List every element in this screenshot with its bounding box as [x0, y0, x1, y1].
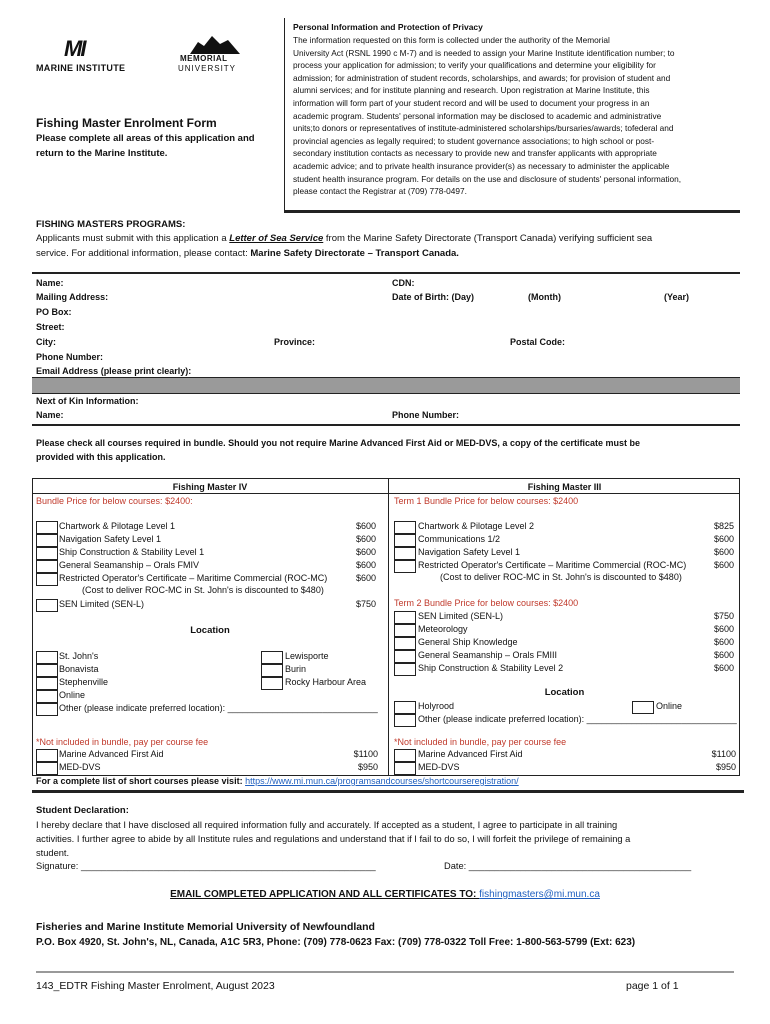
mi-name: MARINE INSTITUTE [36, 63, 126, 73]
privacy-line: student health insurance program. For details on the use and disclosure of students' personal information, [293, 173, 682, 184]
location-checkbox[interactable] [36, 703, 58, 716]
privacy-line: please contact the Registrar at (709) 778-0497. [293, 186, 467, 197]
fm4-extra-checkbox[interactable] [36, 762, 58, 775]
kin-name-label[interactable]: Name: [36, 410, 64, 420]
holyrood-label: Holyrood [418, 701, 455, 711]
fm4-sen-checkbox[interactable] [36, 599, 58, 612]
kin-heading: Next of Kin Information: [36, 396, 139, 406]
email-label[interactable]: Email Address (please print clearly): [36, 366, 192, 376]
fm4-course-checkbox[interactable] [36, 560, 58, 573]
fm4-extra-checkbox[interactable] [36, 749, 58, 762]
fm3-course-checkbox[interactable] [394, 534, 416, 547]
page-number: page 1 of 1 [626, 980, 679, 992]
mun-bottom: UNIVERSITY [178, 64, 237, 73]
fm4-extra-price: $1100 [353, 749, 378, 759]
pobox-label[interactable]: PO Box: [36, 307, 72, 317]
province-label[interactable]: Province: [274, 337, 316, 347]
declaration-line-3: student. [36, 848, 70, 858]
fm3-course-name: General Seamanship – Orals FMIII [418, 650, 558, 660]
programs-line1-b: from the Marine Safety Directorate (Transport Canada) verifying sufficient sea [323, 233, 653, 244]
privacy-text [293, 34, 738, 198]
fishingmasters-email-link[interactable]: fishingmasters@mi.mun.ca [479, 889, 600, 900]
fm3-course-price: $600 [713, 650, 734, 660]
programs-line1-a: Applicants must submit with this application a [36, 233, 230, 244]
marine-institute-logo [36, 36, 136, 76]
divider [32, 377, 740, 378]
short-courses-line [36, 776, 519, 786]
location-label: Lewisporte [285, 651, 329, 661]
email-instruction-label: EMAIL COMPLETED APPLICATION AND ALL CERTIFICATES TO: [170, 889, 480, 900]
location-label: St. John's [59, 651, 99, 661]
programs-line-2 [36, 248, 459, 259]
phone-label[interactable]: Phone Number: [36, 352, 104, 362]
programs-line-1 [36, 233, 652, 244]
fm3-course-checkbox[interactable] [394, 663, 416, 676]
fm3-other-checkbox[interactable] [394, 714, 416, 727]
memorial-crest-icon [190, 34, 240, 54]
fm3-course-price: $600 [713, 560, 734, 570]
fm3-course-name: Meteorology [418, 624, 468, 634]
fm3-roc-note: (Cost to deliver ROC-MC in St. John's is discounted to $480) [440, 572, 682, 582]
form-subtitle-2: return to the Marine Institute. [36, 148, 168, 159]
fm4-course-checkbox[interactable] [36, 534, 58, 547]
fm3-course-price: $600 [713, 534, 734, 544]
privacy-box [284, 18, 740, 213]
privacy-line: process your application for admission; to verify your qualifications and determine your eligibility for [293, 60, 656, 71]
fm3-course-checkbox[interactable] [394, 547, 416, 560]
fm4-location-title: Location [190, 625, 230, 636]
privacy-line: alumni services; and for institute planning and research. Upon registration at Marine Institute, this [293, 85, 650, 96]
postal-label[interactable]: Postal Code: [510, 337, 566, 347]
fm3-extra-name: Marine Advanced First Aid [418, 749, 523, 759]
fm3-extra-checkbox[interactable] [394, 749, 416, 762]
fm4-roc-note: (Cost to deliver ROC-MC in St. John's is discounted to $480) [82, 585, 324, 595]
programs-heading: FISHING MASTERS PROGRAMS: [36, 219, 186, 230]
location-checkbox[interactable] [36, 651, 58, 664]
programs-line2-b: Marine Safety Directorate – Transport Canada. [250, 248, 459, 259]
fm3-course-checkbox[interactable] [394, 521, 416, 534]
cdn-label[interactable]: CDN: [392, 278, 415, 288]
center-divider [388, 479, 389, 775]
mun-top: MEMORIAL [180, 54, 228, 63]
dob-year-label[interactable]: (Year) [664, 292, 690, 302]
fm4-course-price: $600 [355, 534, 376, 544]
fm3-course-name: Communications 1/2 [418, 534, 501, 544]
fm3-bundle-1: Term 1 Bundle Price for below courses: $2400 [394, 496, 579, 506]
fm3-course-price: $600 [713, 663, 734, 673]
fm4-sen-price: $750 [355, 599, 376, 609]
mailing-label[interactable]: Mailing Address: [36, 292, 109, 302]
name-label[interactable]: Name: [36, 278, 64, 288]
right-border [739, 479, 740, 775]
fm3-extra-name: MED-DVS [418, 762, 460, 772]
privacy-line: provincial agencies as legally required; to student governance associations; to high school or post- [293, 135, 655, 146]
declaration-line-2: activities. I further agree to abide by all Institute rules and regulations and understand that if I fail to do so, I will forfeit the privilege of remaining a [36, 834, 631, 844]
footer-divider [36, 971, 734, 973]
fm4-title: Fishing Master IV [172, 482, 248, 492]
fm4-course-name: Ship Construction & Stability Level 1 [59, 547, 205, 557]
fm3-extra-price: $1100 [711, 749, 736, 759]
email-instruction [0, 889, 770, 900]
location-checkbox[interactable] [36, 677, 58, 690]
fm3-extra-price: $950 [715, 762, 736, 772]
programs-line2-a: service. For additional information, please contact: [36, 248, 251, 259]
street-label[interactable]: Street: [36, 322, 65, 332]
footer-address: P.O. Box 4920, St. John's, NL, Canada, A1C 5R3, Phone: (709) 778-0623 Fax: (709) 778-0322 Toll Free: 1-800-563-5799 (Ext: 623) [36, 937, 636, 948]
privacy-line: units;to donors or representatives of institute-administered scholarships/bursaries/awards; tofederal and [293, 123, 674, 134]
fm3-course-name: Navigation Safety Level 1 [418, 547, 521, 557]
fm3-course-name: Chartwork & Pilotage Level 2 [418, 521, 535, 531]
fm4-extra-price: $950 [357, 762, 378, 772]
doc-id: 143_EDTR Fishing Master Enrolment, August 2023 [36, 980, 275, 992]
fm3-course-name: SEN Limited (SEN-L) [418, 611, 504, 621]
fm4-course-checkbox[interactable] [36, 547, 58, 560]
fm4-course-price: $600 [355, 521, 376, 531]
fm3-course-checkbox[interactable] [394, 650, 416, 663]
footer-org: Fisheries and Marine Institute Memorial University of Newfoundland [36, 921, 375, 933]
fm4-sen-name: SEN Limited (SEN-L) [59, 599, 145, 609]
privacy-line: information will form part of your student record and will be used to document your progress in an [293, 97, 650, 108]
gray-bar [32, 378, 740, 393]
online-checkbox[interactable] [632, 701, 654, 714]
fm4-extra-name: MED-DVS [59, 762, 101, 772]
date-field[interactable]: Date: ___________________________________________ [444, 861, 692, 871]
fm3-bundle-2: Term 2 Bundle Price for below courses: $2400 [394, 598, 579, 608]
form-subtitle-1: Please complete all areas of this application and [36, 133, 255, 144]
fm4-other-location: Other (please indicate preferred location): ______________________________ [59, 703, 378, 713]
divider [32, 393, 740, 394]
fm4-course-price: $600 [355, 573, 376, 583]
fm3-course-checkbox[interactable] [394, 560, 416, 573]
section-divider [32, 790, 744, 793]
fm3-course-price: $600 [713, 547, 734, 557]
kin-phone-label[interactable]: Phone Number: [392, 410, 460, 420]
city-label[interactable]: City: [36, 337, 56, 347]
signature-field[interactable]: Signature: _________________________________________________________ [36, 861, 376, 871]
letter-of-sea-service-link[interactable]: Letter of Sea Service [229, 233, 324, 244]
fm3-course-name: General Ship Knowledge [418, 637, 518, 647]
dob-day-label[interactable]: Date of Birth: (Day) [392, 292, 475, 302]
fm3-course-price: $750 [713, 611, 734, 621]
instructions-line-2: provided with this application. [36, 452, 166, 462]
fm4-course-price: $600 [355, 547, 376, 557]
fm3-course-name: Restricted Operator's Certificate – Maritime Commercial (ROC-MC) [418, 560, 687, 570]
privacy-heading: Personal Information and Protection of Privacy [293, 22, 483, 32]
holyrood-checkbox[interactable] [394, 701, 416, 714]
short-courses-link[interactable]: https://www.mi.mun.ca/programsandcourses/shortcourseregistration/ [245, 776, 519, 786]
fm3-location-title: Location [544, 687, 585, 698]
location-checkbox[interactable] [36, 664, 58, 677]
memorial-university-logo [176, 34, 240, 76]
dob-month-label[interactable]: (Month) [528, 292, 561, 302]
fm4-course-name: General Seamanship – Orals FMIV [59, 560, 200, 570]
fm4-extra-name: Marine Advanced First Aid [59, 749, 164, 759]
location-checkbox[interactable] [36, 690, 58, 703]
fm4-course-name: Navigation Safety Level 1 [59, 534, 162, 544]
declaration-line-1: I hereby declare that I have disclosed all required information fully and accurately. If accepted as a student, I agree to participate in all training [36, 820, 618, 830]
privacy-line: academic program. Students' personal information may be disclosed to academic and administrative [293, 110, 662, 121]
location-checkbox[interactable] [261, 651, 283, 664]
fm3-course-price: $600 [713, 637, 734, 647]
location-label: Bonavista [59, 664, 99, 674]
fm4-bundle: Bundle Price for below courses: $2400: [36, 496, 193, 506]
location-checkbox[interactable] [261, 664, 283, 677]
fm3-not-included: *Not included in bundle, pay per course fee [394, 737, 567, 747]
location-checkbox[interactable] [261, 677, 283, 690]
privacy-line: secondary institution contacts as necessary to provide new and transfer applicants with appropriate [293, 148, 657, 159]
short-courses-label: For a complete list of short courses please visit: [36, 776, 246, 786]
privacy-line: admission; for administration of student records, scholarships, and awards; for provision of student and [293, 72, 671, 83]
instructions-line-1: Please check all courses required in bundle. Should you not require Marine Advanced First Aid or MED-DVS, a copy of the certificate must be [36, 438, 640, 448]
fm4-course-name: Chartwork & Pilotage Level 1 [59, 521, 176, 531]
header-divider [32, 493, 740, 494]
fm3-course-checkbox[interactable] [394, 637, 416, 650]
location-label: Burin [285, 664, 307, 674]
fm4-course-checkbox[interactable] [36, 521, 58, 534]
fm3-course-price: $600 [713, 624, 734, 634]
fm3-extra-checkbox[interactable] [394, 762, 416, 775]
personal-info-table [32, 272, 740, 426]
mi-mark: MI [64, 36, 85, 61]
fm3-other-location: Other (please indicate preferred location): ______________________________ [418, 714, 737, 724]
fm3-course-price: $825 [713, 521, 734, 531]
location-label: Rocky Harbour Area [285, 677, 367, 687]
fm3-course-checkbox[interactable] [394, 611, 416, 624]
privacy-line: University Act (RSNL 1990 c M-7) and is needed to assign your Marine Institute identification number; to [293, 47, 675, 58]
location-label: Stephenville [59, 677, 109, 687]
fm4-course-checkbox[interactable] [36, 573, 58, 586]
fm4-course-price: $600 [355, 560, 376, 570]
fm3-course-checkbox[interactable] [394, 624, 416, 637]
fm3-course-name: Ship Construction & Stability Level 2 [418, 663, 564, 673]
course-table [32, 478, 740, 776]
declaration-heading: Student Declaration: [36, 805, 129, 816]
fm4-course-name: Restricted Operator's Certificate – Maritime Commercial (ROC-MC) [59, 573, 328, 583]
privacy-line: academic advice; and to private health insurance provider(s) as necessary to administer the applicable [293, 160, 670, 171]
form-title: Fishing Master Enrolment Form [36, 116, 217, 130]
location-label: Online [59, 690, 86, 700]
fm4-not-included: *Not included in bundle, pay per course fee [36, 737, 209, 747]
online-label: Online [656, 701, 683, 711]
privacy-line: The information requested on this form is collected under the authority of the Memorial [293, 35, 610, 45]
fm3-title: Fishing Master III [527, 482, 602, 492]
